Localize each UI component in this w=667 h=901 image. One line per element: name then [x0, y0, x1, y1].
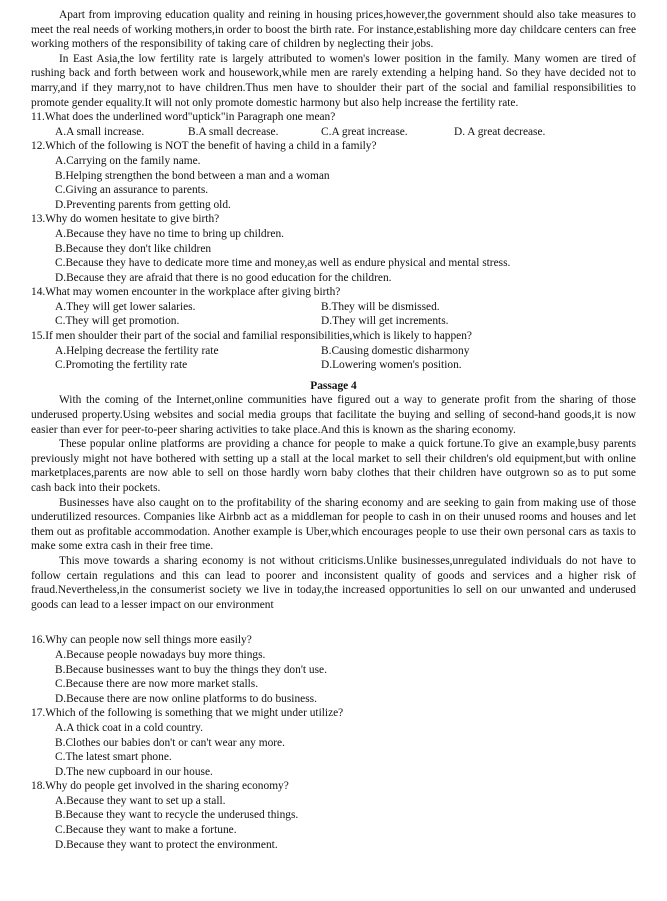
- option-a: A.Because they want to set up a stall.: [55, 794, 226, 807]
- option-a: A.A thick coat in a cold country.: [55, 721, 203, 734]
- question-stem: 13.Why do women hesitate to give birth?: [31, 213, 220, 226]
- option-d: D.Because there are now online platforms to do business.: [55, 692, 317, 705]
- option-d: D.Because they want to protect the environment.: [55, 838, 278, 851]
- option-c: C.Because they want to make a fortune.: [55, 824, 237, 837]
- option-a: A.They will get lower salaries.: [55, 300, 196, 313]
- option-b: B.Because they don't like children: [55, 242, 212, 255]
- paragraph: Businesses have also caught on to the profitability of the sharing economy and are seeking to gain from making use of those underutilized resources. Companies like Airbnb act as a middleman for people to cash in on their unused rooms and houses and let them out as profitable accommodation. Another example is Uber,which encourages people to use their own personal cars as taxis to make some extra cash in their free time.: [31, 496, 636, 553]
- option-c: C.Because there are now more market stalls.: [55, 678, 259, 691]
- paragraph: Apart from improving education quality and reining in housing prices,however,the government should also take measures to meet the real needs of working mothers,in order to boost the birth rate. For instance,establishing more day childcare centers can free working mothers of the responsibility of taking care of children by neglecting their jobs.: [31, 9, 636, 51]
- option-b: B.They will be dismissed.: [321, 300, 440, 313]
- option-c: C.A great increase.: [321, 125, 408, 138]
- paragraph: With the coming of the Internet,online communities have figured out a way to generate profit from the sharing of those underused property.Using websites and social media groups that facilitate the buying and selling of second-hand goods,it is now easier than ever for peer-to-peer sharing activities to take place.And this is known as the sharing economy.: [31, 394, 636, 436]
- question-stem: 14.What may women encounter in the workplace after giving birth?: [31, 286, 341, 299]
- option-c: C.Because they have to dedicate more time and money,as well as endure physical and mental stress.: [55, 257, 511, 270]
- option-d: D.Because they are afraid that there is no good education for the children.: [55, 271, 392, 284]
- option-d: D. A great decrease.: [454, 125, 546, 138]
- option-d: D.The new cupboard in our house.: [55, 765, 213, 778]
- question-stem: 16.Why can people now sell things more easily?: [31, 634, 252, 647]
- option-b: B.Clothes our babies don't or can't wear any more.: [55, 736, 285, 749]
- options-row: [55, 300, 636, 315]
- options-row: [55, 125, 636, 140]
- exam-page: [31, 8, 636, 852]
- question-stem: 17.Which of the following is something that we might under utilize?: [31, 707, 344, 720]
- option-a: A.Carrying on the family name.: [55, 154, 201, 167]
- option-b: B.Causing domestic disharmony: [321, 344, 470, 357]
- paragraph: These popular online platforms are providing a chance for people to make a quick fortune.To give an example,busy parents previously might not have bothered with setting up a stall at the local market to sell their children's old equipment,but with online marketplaces,parents are now able to sell on those hardly worn baby clothes that their children have outgrown so as to put some cash back into their pockets.: [31, 438, 636, 494]
- option-d: D.Preventing parents from getting old.: [55, 198, 231, 211]
- option-a: A.A small increase.: [55, 125, 145, 138]
- spacer: [31, 612, 636, 633]
- option-d: D.They will get increments.: [321, 315, 449, 328]
- question-stem: 11.What does the underlined word"uptick"in Paragraph one mean?: [31, 111, 336, 124]
- passage-title: Passage 4: [310, 379, 357, 392]
- option-c: C.The latest smart phone.: [55, 751, 172, 764]
- question-stem: 15.If men shoulder their part of the social and familial responsibilities,which is likely to happen?: [31, 330, 472, 343]
- option-a: A.Because they have no time to bring up children.: [55, 227, 285, 240]
- option-a: A.Helping decrease the fertility rate: [55, 344, 219, 357]
- option-d: D.Lowering women's position.: [321, 359, 462, 372]
- question-stem: 18.Why do people get involved in the sharing economy?: [31, 780, 289, 793]
- option-b: B.A small decrease.: [188, 125, 279, 138]
- options-row: [55, 344, 636, 359]
- option-c: C.Promoting the fertility rate: [55, 359, 188, 372]
- option-b: B.Because businesses want to buy the things they don't use.: [55, 663, 327, 676]
- paragraph: This move towards a sharing economy is not without criticisms.Unlike businesses,unregulated individuals do not have to follow certain regulations and this can lead to poorer and inconsistent quality of goods and services and a higher risk of fraud.Nevertheless,in the consumerist society we live in today,the increased opportunities lo sell on our unwanted and underused goods can lead to a lesser impact on our environment: [31, 554, 636, 611]
- option-b: B.Helping strengthen the bond between a man and a woman: [55, 169, 330, 182]
- paragraph: In East Asia,the low fertility rate is largely attributed to women's lower position in the family. Many women are tired of rushing back and forth between work and housework,while men are rarely extending a helping hand. So they have decided not to marry,and if they marry,not to have children.Thus men have to shoulder their part of the social and familial responsibilities to promote gender equality.It will not only promote domestic harmony but also help increase the fertility rate.: [31, 52, 636, 109]
- options-row: [55, 358, 636, 373]
- question-stem: 12.Which of the following is NOT the benefit of having a child in a family?: [31, 140, 377, 153]
- option-c: C.They will get promotion.: [55, 315, 180, 328]
- options-row: [55, 314, 636, 329]
- option-c: C.Giving an assurance to parents.: [55, 184, 209, 197]
- option-b: B.Because they want to recycle the underused things.: [55, 809, 299, 822]
- option-a: A.Because people nowadays buy more things.: [55, 648, 266, 661]
